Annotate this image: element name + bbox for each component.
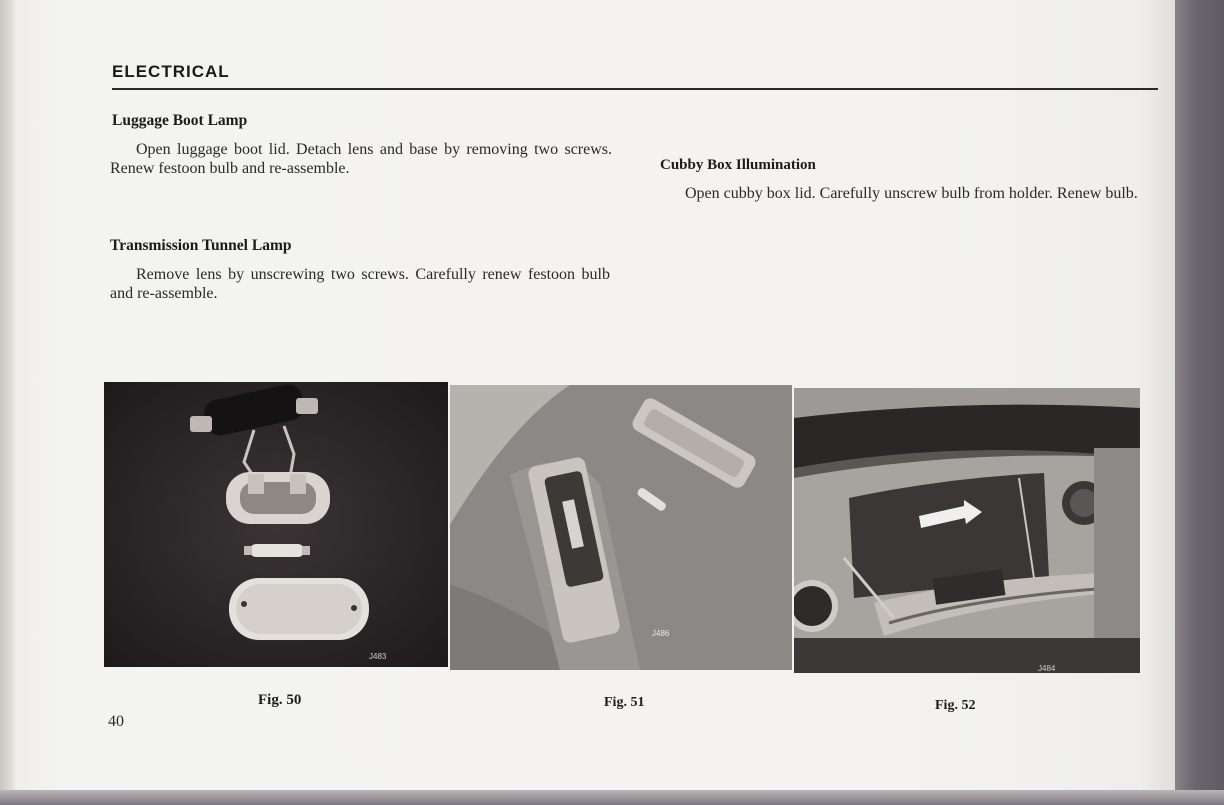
figure-50-caption: Fig. 50 — [258, 692, 302, 708]
cubby-box-illumination-heading: Cubby Box Illumination — [660, 157, 816, 173]
figure-50-code: J483 — [369, 652, 387, 661]
luggage-boot-lamp-text — [110, 140, 612, 178]
page-number: 40 — [108, 713, 124, 730]
luggage-boot-lamp-heading: Luggage Boot Lamp — [112, 112, 248, 129]
cubby-box-illustration — [794, 388, 1140, 673]
figure-50-photo — [104, 382, 448, 667]
header-rule — [112, 88, 1158, 90]
figure-51-photo — [450, 385, 792, 670]
luggage-boot-lamp-body: Open luggage boot lid. Detach lens and base by removing two screws. Renew festoon bulb and re-assemble. — [110, 141, 612, 177]
cubby-box-illumination-text — [659, 184, 1159, 203]
figure-51-code: J486 — [652, 629, 670, 638]
page-edge-shadow — [1175, 0, 1224, 805]
figure-52-photo — [794, 388, 1140, 673]
transmission-tunnel-lamp-text — [110, 265, 610, 303]
book-spine — [0, 0, 14, 790]
figure-51-caption: Fig. 51 — [604, 695, 645, 710]
figure-52-caption: Fig. 52 — [935, 698, 976, 713]
transmission-tunnel-lamp-heading: Transmission Tunnel Lamp — [110, 237, 292, 254]
section-header: ELECTRICAL — [112, 62, 230, 81]
lamp-parts-illustration — [104, 382, 448, 667]
figure-52-code: J484 — [1038, 664, 1056, 673]
tunnel-lamp-illustration — [450, 385, 792, 670]
page-bottom-shadow — [0, 790, 1224, 805]
transmission-tunnel-lamp-body: Remove lens by unscrewing two screws. Carefully renew festoon bulb and re-assemble. — [110, 266, 610, 302]
cubby-box-illumination-body: Open cubby box lid. Carefully unscrew bulb from holder. Renew bulb. — [685, 185, 1138, 202]
